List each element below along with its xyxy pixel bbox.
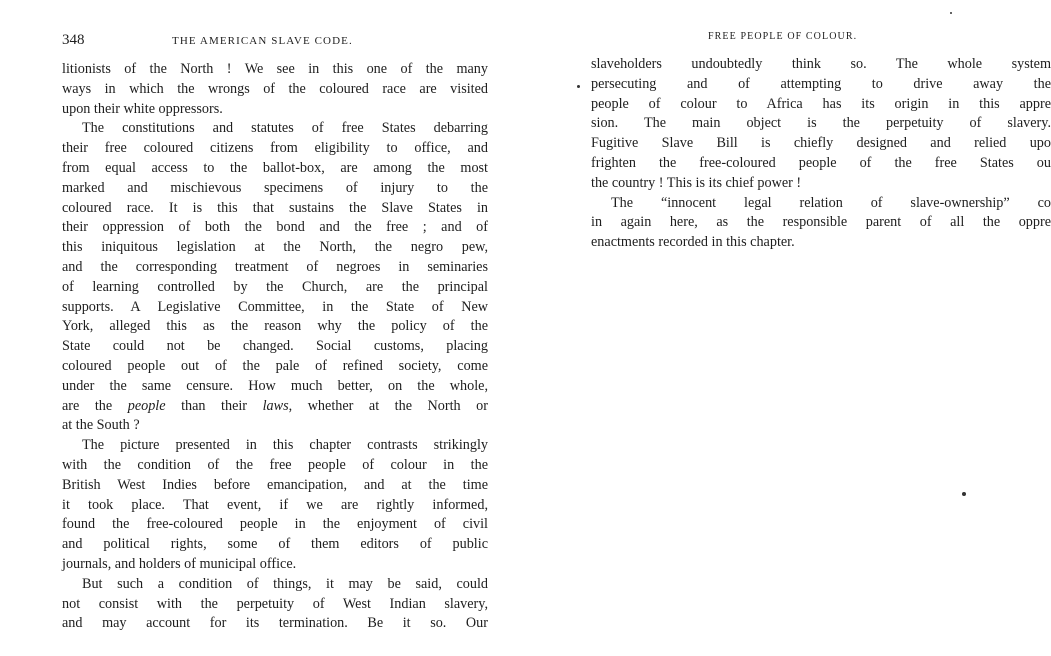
text-line: and the corresponding treatment of negroes in seminaries [62,258,488,275]
text-line: coloured race. It is this that sustains the Slave States in [62,199,488,216]
text-line: and political rights, some of them editors of public [62,536,488,553]
text-line: sion. The main object is the perpetuity of slavery. [591,115,1051,132]
text-line: this iniquitous legislation at the North, the negro pew, [62,239,488,256]
running-head-left: THE AMERICAN SLAVE CODE. [172,35,353,47]
text-line: are the people than their laws, whether at the North or [62,397,488,414]
text-line: found the free-coloured people in the enjoyment of civil [62,516,488,533]
text-line: But such a condition of things, it may be said, could [82,575,488,592]
text-line: in again here, as the responsible parent of all the oppre [591,214,1051,231]
text-line: under the same censure. How much better, on the whole, [62,377,488,394]
text-line: ways in which the wrongs of the coloured race are visited [62,80,488,97]
right-page [560,0,1051,656]
text-line: people of colour to Africa has its origin in this appre [591,95,1051,112]
text-line: The picture presented in this chapter contrasts strikingly [82,437,488,454]
text-line: frighten the free-coloured people of the free States ou [591,154,1051,171]
text-line: enactments recorded in this chapter. [591,234,795,251]
text-line: of learning controlled by the Church, are the principal [62,278,488,295]
text-line: journals, and holders of municipal office. [62,555,297,572]
text-line: The constitutions and statutes of free States debarring [82,120,488,137]
text-line: The “innocent legal relation of slave-ownership” co [611,194,1051,211]
text-line: York, alleged this as the reason why the policy of the [62,318,488,335]
text-line: upon their white oppressors. [62,100,223,117]
text-line: at the South ? [62,417,140,434]
text-line: not consist with the perpetuity of West Indian slavery, [62,595,488,612]
scan-speck [962,492,966,496]
text-line: their free coloured citizens from eligibility to office, and [62,140,488,157]
text-line: persecuting and of attempting to drive away the [591,75,1051,92]
text-line: State could not be changed. Social customs, placing [62,338,488,355]
text-line: litionists of the North ! We see in this one of the many [62,61,488,77]
text-line: supports. A Legislative Committee, in the State of New [62,298,488,315]
scan-speck [950,12,952,14]
text-line: it took place. That event, if we are rightly informed, [62,496,488,513]
text-line: and may account for its termination. Be it so. Our [62,615,488,632]
running-head-right: FREE PEOPLE OF COLOUR. [708,31,858,42]
left-body-text [62,60,488,634]
text-line: their oppression of both the bond and the free ; and of [62,219,488,236]
text-line: from equal access to the ballot-box, are among the most [62,159,488,176]
text-line: Fugitive Slave Bill is chiefly designed and relied upo [591,135,1051,152]
page-number: 348 [62,32,85,48]
right-body-text [591,55,1051,253]
text-line: marked and mischievous specimens of injury to the [62,179,488,196]
text-line: with the condition of the free people of colour in the [62,456,488,473]
text-line: British West Indies before emancipation, and at the time [62,476,488,493]
text-line: coloured people out of the pale of refined society, come [62,357,488,374]
scan-speck [577,85,580,88]
text-line: the country ! This is its chief power ! [591,174,802,191]
text-line: slaveholders undoubtedly think so. The whole system [591,56,1051,72]
